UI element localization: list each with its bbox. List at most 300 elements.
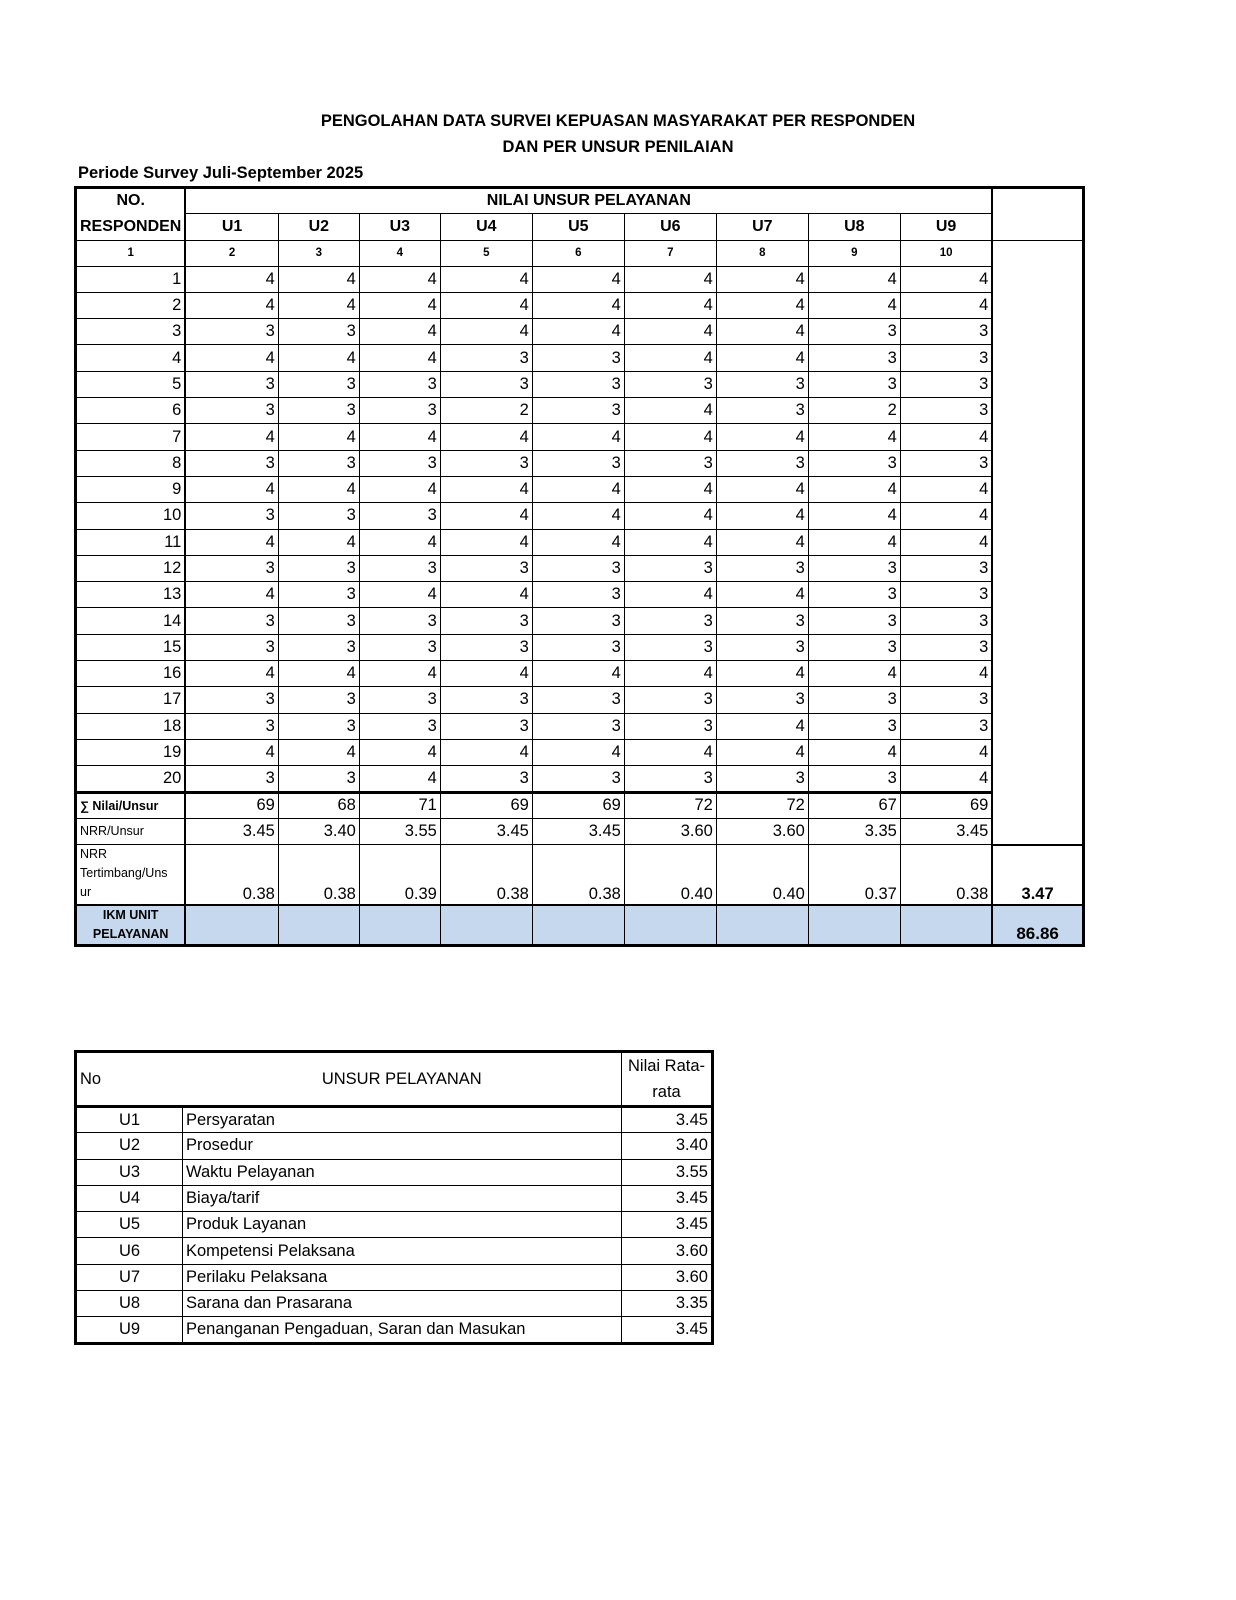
score-cell: 3 [278, 450, 359, 476]
score-cell: 3 [532, 371, 624, 397]
score-cell: 4 [532, 476, 624, 502]
respondent-row [76, 398, 1084, 424]
score-cell: 4 [359, 476, 440, 502]
score-cell: 4 [359, 345, 440, 371]
score-cell: 3 [440, 555, 532, 581]
header-blank [992, 188, 1083, 241]
score-cell: 4 [185, 582, 278, 608]
score-cell: 4 [716, 503, 808, 529]
document-title-line1: PENGOLAHAN DATA SURVEI KEPUASAN MASYARAKAT PER RESPONDEN [320, 112, 916, 130]
nrr-weighted-row [76, 845, 1084, 905]
nrr-weighted-label [76, 845, 186, 905]
score-cell: 3 [624, 687, 716, 713]
unsur-row [76, 1317, 713, 1343]
column-number: 7 [624, 240, 716, 266]
unsur-row [76, 1212, 713, 1238]
score-cell: 4 [359, 529, 440, 555]
nrr-cell: 3.45 [185, 818, 278, 844]
score-cell: 4 [440, 319, 532, 345]
score-cell: 3 [359, 634, 440, 660]
score-cell: 3 [278, 503, 359, 529]
score-cell: 4 [185, 345, 278, 371]
nrr-cell: 3.60 [716, 818, 808, 844]
ikm-empty-cell [278, 905, 359, 946]
score-cell: 3 [359, 503, 440, 529]
score-cell: 4 [624, 319, 716, 345]
score-cell: 4 [185, 476, 278, 502]
header-unsur: UNSUR PELAYANAN [183, 1052, 622, 1107]
score-cell: 4 [808, 424, 900, 450]
nrr-cell: 3.40 [278, 818, 359, 844]
score-cell: 4 [278, 529, 359, 555]
score-cell: 4 [278, 476, 359, 502]
respondent-row [76, 634, 1084, 660]
unsur-average: 3.40 [622, 1133, 713, 1159]
score-cell: 4 [808, 266, 900, 292]
score-cell: 4 [278, 266, 359, 292]
ikm-empty-cell [808, 905, 900, 946]
ikm-empty-cell [716, 905, 808, 946]
survey-period: Periode Survey Juli-September 2025 [78, 164, 364, 182]
unsur-row [76, 1185, 713, 1211]
respondent-number: 13 [76, 582, 186, 608]
score-cell: 3 [716, 608, 808, 634]
respondent-number: 11 [76, 529, 186, 555]
score-cell: 4 [440, 424, 532, 450]
score-cell: 3 [808, 371, 900, 397]
score-cell: 4 [359, 582, 440, 608]
sum-cell: 69 [185, 792, 278, 818]
unsur-name: Sarana dan Prasarana [183, 1291, 622, 1317]
score-cell: 3 [185, 687, 278, 713]
score-cell: 3 [900, 555, 992, 581]
score-cell: 4 [532, 529, 624, 555]
score-cell: 4 [900, 292, 992, 318]
unsur-name: Produk Layanan [183, 1212, 622, 1238]
ikm-empty-cell [440, 905, 532, 946]
score-cell: 3 [185, 634, 278, 660]
respondent-row [76, 661, 1084, 687]
respondent-row [76, 739, 1084, 765]
score-cell: 4 [900, 766, 992, 792]
score-cell: 3 [440, 371, 532, 397]
sum-cell: 71 [359, 792, 440, 818]
blank-cell [992, 240, 1083, 845]
score-cell: 4 [185, 529, 278, 555]
unsur-name: Prosedur [183, 1133, 622, 1159]
score-cell: 4 [278, 345, 359, 371]
score-cell: 3 [532, 766, 624, 792]
score-cell: 3 [185, 398, 278, 424]
column-number: 5 [440, 240, 532, 266]
score-cell: 3 [185, 503, 278, 529]
score-cell: 3 [278, 398, 359, 424]
score-cell: 3 [185, 450, 278, 476]
respondent-row [76, 503, 1084, 529]
score-cell: 4 [359, 766, 440, 792]
column-number: 2 [185, 240, 278, 266]
unsur-row [76, 1107, 713, 1133]
column-number: 4 [359, 240, 440, 266]
nrr-cell: 3.55 [359, 818, 440, 844]
unsur-code: U2 [76, 1133, 183, 1159]
score-cell: 2 [440, 398, 532, 424]
score-cell: 3 [278, 713, 359, 739]
score-cell: 3 [185, 319, 278, 345]
score-cell: 3 [532, 398, 624, 424]
unsur-name: Persyaratan [183, 1107, 622, 1133]
column-header-u7: U7 [716, 214, 808, 240]
score-cell: 4 [900, 424, 992, 450]
column-number: 3 [278, 240, 359, 266]
score-cell: 4 [278, 424, 359, 450]
score-cell: 3 [185, 371, 278, 397]
ikm-value: 86.86 [992, 905, 1083, 946]
ikm-label-line2: PELAYANAN [92, 926, 169, 941]
score-cell: 4 [185, 739, 278, 765]
score-cell: 3 [808, 319, 900, 345]
score-cell: 4 [624, 503, 716, 529]
score-cell: 4 [359, 739, 440, 765]
respondent-row [76, 766, 1084, 792]
sum-label: ∑ Nilai/Unsur [76, 792, 186, 818]
unsur-code: U8 [76, 1291, 183, 1317]
score-cell: 3 [716, 398, 808, 424]
score-cell: 3 [900, 450, 992, 476]
score-cell: 3 [185, 766, 278, 792]
score-cell: 4 [532, 739, 624, 765]
respondent-number: 6 [76, 398, 186, 424]
unsur-average: 3.60 [622, 1238, 713, 1264]
header-row-2 [76, 214, 1084, 240]
score-cell: 4 [716, 319, 808, 345]
unsur-average: 3.45 [622, 1212, 713, 1238]
score-cell: 4 [278, 292, 359, 318]
score-cell: 4 [900, 529, 992, 555]
header-group: NILAI UNSUR PELAYANAN [185, 188, 992, 214]
score-cell: 3 [716, 766, 808, 792]
score-cell: 4 [716, 266, 808, 292]
score-cell: 4 [532, 319, 624, 345]
score-cell: 3 [359, 371, 440, 397]
nrr-weighted-cell: 0.38 [278, 845, 359, 905]
respondent-number: 18 [76, 713, 186, 739]
score-cell: 3 [808, 345, 900, 371]
header-no-line1: NO. [76, 188, 186, 214]
score-cell: 3 [900, 371, 992, 397]
score-cell: 4 [624, 529, 716, 555]
column-number: 6 [532, 240, 624, 266]
header-row-1 [76, 188, 1084, 214]
score-cell: 3 [624, 713, 716, 739]
score-cell: 3 [359, 555, 440, 581]
score-cell: 3 [278, 608, 359, 634]
score-cell: 4 [900, 266, 992, 292]
respondent-row [76, 371, 1084, 397]
nrr-weighted-cell: 0.40 [624, 845, 716, 905]
nrr-weighted-label-line3: ur [80, 885, 92, 900]
score-cell: 3 [716, 555, 808, 581]
score-cell: 4 [440, 292, 532, 318]
score-cell: 3 [900, 713, 992, 739]
nrr-weighted-cell: 0.38 [532, 845, 624, 905]
respondent-number: 14 [76, 608, 186, 634]
score-cell: 3 [278, 582, 359, 608]
column-header-u1: U1 [185, 214, 278, 240]
unsur-average: 3.45 [622, 1185, 713, 1211]
score-cell: 4 [185, 266, 278, 292]
score-cell: 3 [278, 555, 359, 581]
score-cell: 4 [808, 529, 900, 555]
survey-data-table [74, 186, 1085, 947]
score-cell: 4 [440, 661, 532, 687]
score-cell: 3 [532, 634, 624, 660]
score-cell: 4 [532, 266, 624, 292]
nrr-cell: 3.45 [532, 818, 624, 844]
unsur-summary-table [74, 1050, 714, 1345]
respondent-row [76, 292, 1084, 318]
score-cell: 3 [278, 687, 359, 713]
score-cell: 3 [624, 608, 716, 634]
column-number: 9 [808, 240, 900, 266]
score-cell: 3 [808, 713, 900, 739]
score-cell: 4 [359, 424, 440, 450]
score-cell: 3 [185, 608, 278, 634]
nrr-weighted-label-line2: Tertimbang/Uns [80, 866, 168, 881]
score-cell: 3 [900, 345, 992, 371]
respondent-number: 7 [76, 424, 186, 450]
ikm-empty-cell [900, 905, 992, 946]
score-cell: 3 [624, 555, 716, 581]
score-cell: 3 [278, 766, 359, 792]
sum-cell: 69 [532, 792, 624, 818]
unsur-name: Perilaku Pelaksana [183, 1264, 622, 1290]
score-cell: 3 [278, 319, 359, 345]
unsur-average: 3.45 [622, 1317, 713, 1343]
unsur-row [76, 1159, 713, 1185]
ikm-label-line1: IKM UNIT [102, 907, 159, 922]
column-number: 1 [76, 240, 186, 266]
score-cell: 4 [532, 661, 624, 687]
respondent-number: 8 [76, 450, 186, 476]
nrr-weighted-cell: 0.38 [900, 845, 992, 905]
score-cell: 4 [624, 345, 716, 371]
score-cell: 4 [716, 582, 808, 608]
unsur-row [76, 1238, 713, 1264]
score-cell: 4 [440, 582, 532, 608]
nrr-weighted-cell: 0.38 [440, 845, 532, 905]
score-cell: 3 [440, 687, 532, 713]
score-cell: 3 [532, 608, 624, 634]
score-cell: 4 [532, 424, 624, 450]
score-cell: 4 [808, 292, 900, 318]
ikm-empty-cell [359, 905, 440, 946]
score-cell: 4 [716, 713, 808, 739]
unsur-header-row [76, 1052, 713, 1107]
column-header-u8: U8 [808, 214, 900, 240]
score-cell: 3 [359, 713, 440, 739]
unsur-row [76, 1291, 713, 1317]
nrr-cell: 3.45 [900, 818, 992, 844]
score-cell: 3 [624, 371, 716, 397]
score-cell: 4 [359, 266, 440, 292]
column-header-u9: U9 [900, 214, 992, 240]
score-cell: 4 [359, 661, 440, 687]
score-cell: 3 [624, 766, 716, 792]
unsur-average: 3.35 [622, 1291, 713, 1317]
score-cell: 4 [440, 266, 532, 292]
score-cell: 4 [185, 292, 278, 318]
score-cell: 4 [716, 345, 808, 371]
respondent-row [76, 424, 1084, 450]
score-cell: 4 [716, 424, 808, 450]
score-cell: 4 [278, 739, 359, 765]
header-no: No [76, 1052, 183, 1107]
respondent-number: 20 [76, 766, 186, 792]
score-cell: 4 [716, 529, 808, 555]
respondent-number: 16 [76, 661, 186, 687]
score-cell: 3 [532, 450, 624, 476]
score-cell: 3 [532, 582, 624, 608]
score-cell: 4 [624, 661, 716, 687]
respondent-number: 4 [76, 345, 186, 371]
nrr-weighted-total: 3.47 [992, 845, 1083, 905]
score-cell: 4 [716, 661, 808, 687]
column-header-u6: U6 [624, 214, 716, 240]
score-cell: 4 [624, 424, 716, 450]
sum-cell: 72 [716, 792, 808, 818]
document-title-line2: DAN PER UNSUR PENILAIAN [502, 138, 734, 156]
column-header-u3: U3 [359, 214, 440, 240]
score-cell: 4 [716, 739, 808, 765]
score-cell: 3 [808, 555, 900, 581]
sum-cell: 67 [808, 792, 900, 818]
score-cell: 3 [278, 371, 359, 397]
score-cell: 4 [716, 476, 808, 502]
respondent-row [76, 476, 1084, 502]
respondent-row [76, 450, 1084, 476]
unsur-average: 3.60 [622, 1264, 713, 1290]
ikm-row [76, 905, 1084, 946]
header-no-line2: RESPONDEN [76, 214, 186, 240]
score-cell: 3 [716, 450, 808, 476]
score-cell: 3 [440, 345, 532, 371]
ikm-empty-cell [532, 905, 624, 946]
score-cell: 3 [716, 634, 808, 660]
header-average-line2: rata [652, 1083, 681, 1101]
respondent-number: 12 [76, 555, 186, 581]
score-cell: 4 [440, 739, 532, 765]
score-cell: 3 [185, 555, 278, 581]
score-cell: 4 [185, 424, 278, 450]
score-cell: 4 [624, 398, 716, 424]
score-cell: 3 [808, 582, 900, 608]
sum-cell: 72 [624, 792, 716, 818]
score-cell: 3 [900, 582, 992, 608]
nrr-weighted-label-line1: NRR [80, 847, 108, 862]
respondent-number: 3 [76, 319, 186, 345]
nrr-weighted-cell: 0.40 [716, 845, 808, 905]
score-cell: 4 [808, 739, 900, 765]
score-cell: 4 [900, 503, 992, 529]
column-number: 10 [900, 240, 992, 266]
score-cell: 4 [900, 476, 992, 502]
score-cell: 3 [359, 398, 440, 424]
score-cell: 4 [808, 661, 900, 687]
score-cell: 4 [532, 292, 624, 318]
unsur-average: 3.45 [622, 1107, 713, 1133]
score-cell: 3 [359, 608, 440, 634]
respondent-row [76, 713, 1084, 739]
score-cell: 4 [624, 582, 716, 608]
sum-cell: 69 [900, 792, 992, 818]
respondent-number: 1 [76, 266, 186, 292]
sum-row [76, 792, 1084, 818]
respondent-number: 10 [76, 503, 186, 529]
score-cell: 3 [359, 687, 440, 713]
score-cell: 3 [440, 766, 532, 792]
respondent-row [76, 608, 1084, 634]
respondent-number: 5 [76, 371, 186, 397]
unsur-code: U6 [76, 1238, 183, 1264]
header-average-line1: Nilai Rata- [627, 1057, 706, 1075]
respondent-number: 9 [76, 476, 186, 502]
score-cell: 3 [808, 608, 900, 634]
column-number-row [76, 240, 1084, 266]
unsur-name: Biaya/tarif [183, 1185, 622, 1211]
score-cell: 4 [624, 476, 716, 502]
score-cell: 4 [359, 292, 440, 318]
respondent-number: 15 [76, 634, 186, 660]
score-cell: 4 [624, 266, 716, 292]
sum-cell: 68 [278, 792, 359, 818]
unsur-code: U4 [76, 1185, 183, 1211]
nrr-weighted-cell: 0.38 [185, 845, 278, 905]
score-cell: 4 [440, 529, 532, 555]
unsur-code: U5 [76, 1212, 183, 1238]
unsur-name: Kompetensi Pelaksana [183, 1238, 622, 1264]
score-cell: 3 [359, 450, 440, 476]
score-cell: 3 [185, 713, 278, 739]
score-cell: 3 [624, 450, 716, 476]
score-cell: 4 [808, 503, 900, 529]
score-cell: 3 [900, 687, 992, 713]
score-cell: 3 [716, 371, 808, 397]
nrr-weighted-cell: 0.39 [359, 845, 440, 905]
nrr-cell: 3.35 [808, 818, 900, 844]
respondent-row [76, 266, 1084, 292]
unsur-code: U3 [76, 1159, 183, 1185]
score-cell: 3 [716, 687, 808, 713]
nrr-cell: 3.60 [624, 818, 716, 844]
unsur-row [76, 1264, 713, 1290]
respondent-row [76, 319, 1084, 345]
score-cell: 3 [900, 608, 992, 634]
column-header-u5: U5 [532, 214, 624, 240]
score-cell: 3 [808, 687, 900, 713]
unsur-row [76, 1133, 713, 1159]
column-number: 8 [716, 240, 808, 266]
score-cell: 4 [440, 476, 532, 502]
score-cell: 3 [900, 319, 992, 345]
unsur-code: U1 [76, 1107, 183, 1133]
header-average [622, 1052, 713, 1107]
sum-cell: 69 [440, 792, 532, 818]
unsur-name: Penanganan Pengaduan, Saran dan Masukan [183, 1317, 622, 1343]
score-cell: 3 [532, 687, 624, 713]
respondent-row [76, 345, 1084, 371]
nrr-label: NRR/Unsur [76, 818, 186, 844]
